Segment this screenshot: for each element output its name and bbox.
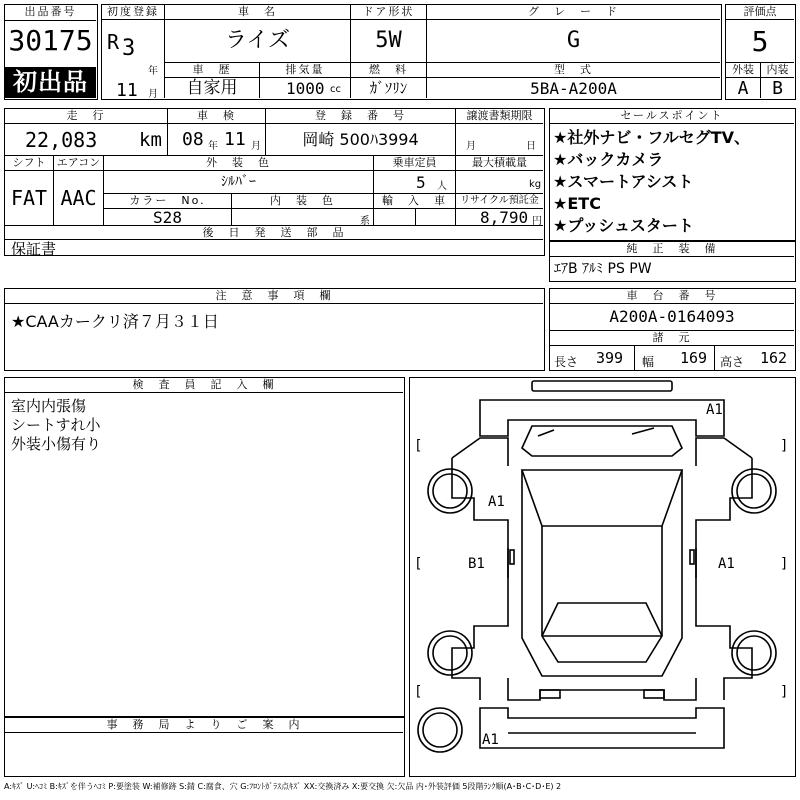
sales-points-label: セールスポイント bbox=[550, 109, 794, 124]
recycle-unit: 円 bbox=[532, 216, 542, 227]
transfer-day-unit: 日 bbox=[526, 141, 536, 152]
int-color-label: 内 装 色 bbox=[231, 193, 373, 208]
door-type: 5W bbox=[350, 20, 426, 62]
lot-number-box bbox=[4, 4, 98, 100]
mileage-cell bbox=[5, 124, 167, 155]
length: 399 bbox=[596, 349, 624, 367]
width-label: 幅 bbox=[642, 355, 655, 369]
mark-right-door: A1 bbox=[718, 556, 735, 572]
recycle-cell bbox=[455, 208, 543, 225]
inspection-label: 車 検 bbox=[167, 109, 265, 124]
dims-label: 諸 元 bbox=[550, 330, 794, 345]
exterior-grade: A bbox=[726, 77, 760, 98]
width: 169 bbox=[680, 349, 708, 367]
sales-point: ★ETC bbox=[553, 194, 601, 213]
ac-label: エアコン bbox=[53, 155, 103, 170]
left-door-handle bbox=[510, 550, 514, 564]
transfer-label: 譲渡書類期限 bbox=[455, 109, 543, 124]
mark-left-front: A1 bbox=[488, 494, 505, 510]
fuel: ｶﾞｿﾘﾝ bbox=[350, 77, 426, 98]
caution-box bbox=[4, 288, 545, 371]
inspector-label: 検 査 員 記 入 欄 bbox=[5, 378, 403, 393]
height: 162 bbox=[760, 349, 788, 367]
inspection-year-unit: 年 bbox=[208, 141, 218, 152]
capacity-cell bbox=[373, 170, 455, 193]
office-box bbox=[4, 717, 405, 777]
score-box bbox=[725, 4, 796, 100]
dims-sep bbox=[634, 346, 635, 370]
ext-color-label: 外 装 色 bbox=[103, 155, 373, 170]
fuel-label: 燃 料 bbox=[350, 62, 426, 77]
shift-label: シフト bbox=[5, 155, 53, 170]
capacity-unit: 人 bbox=[437, 181, 447, 192]
spare-wheel bbox=[418, 708, 462, 752]
bracket-ml: [ bbox=[414, 556, 423, 572]
damage-diagram-box bbox=[409, 377, 796, 777]
right-front-wheel bbox=[732, 631, 776, 675]
import-cell-a bbox=[373, 208, 415, 225]
rear-bumper bbox=[532, 381, 672, 391]
windshield bbox=[542, 603, 662, 662]
color-no-label: カラー No. bbox=[103, 193, 231, 208]
int-color-unit: 系 bbox=[360, 216, 370, 227]
info-table bbox=[4, 108, 545, 256]
exterior-label: 外装 bbox=[726, 62, 760, 77]
inspector-note: シートすれ小 bbox=[11, 416, 101, 434]
right-rear-wheel bbox=[732, 469, 776, 513]
int-color-cell bbox=[231, 208, 373, 225]
left-front-wheel bbox=[428, 631, 472, 675]
first-reg-label: 初度登録 bbox=[102, 5, 164, 20]
dims-row bbox=[550, 345, 794, 369]
genuine-equipment-label: 純 正 装 備 bbox=[550, 242, 794, 257]
score-label: 評価点 bbox=[726, 5, 794, 20]
history-label: 車 歴 bbox=[164, 62, 259, 77]
import-label: 輸 入 車 bbox=[373, 193, 455, 208]
mark-front-bumper: A1 bbox=[482, 732, 499, 748]
displacement: 1000 bbox=[286, 79, 325, 98]
left-fender bbox=[452, 438, 508, 466]
recycle: 8,790 bbox=[480, 208, 529, 227]
caution-label: 注 意 事 項 欄 bbox=[5, 289, 543, 304]
displacement-label: 排気量 bbox=[259, 62, 350, 77]
inspection-year: 08 bbox=[182, 129, 204, 150]
transfer-cell bbox=[455, 124, 543, 155]
mark-left-door: B1 bbox=[468, 556, 485, 572]
right-door-handle bbox=[690, 550, 694, 564]
left-headlight bbox=[540, 690, 560, 698]
left-rear-wheel bbox=[428, 469, 472, 513]
plate-label: 登 録 番 号 bbox=[265, 109, 455, 124]
rear-hatch bbox=[480, 400, 724, 436]
car-diagram bbox=[410, 378, 794, 775]
car-name: ライズ bbox=[164, 20, 350, 62]
interior-label: 内装 bbox=[760, 62, 794, 77]
chassis-label: 車 台 番 号 bbox=[550, 289, 794, 304]
month-unit: 月 bbox=[148, 89, 158, 100]
office-label: 事 務 局 よ り ご 案 内 bbox=[5, 718, 403, 733]
genuine-equipment: ｴｱB ｱﾙﾐ PS PW bbox=[554, 261, 652, 277]
import-cell-b bbox=[415, 208, 455, 225]
chassis-box bbox=[549, 288, 796, 371]
roof bbox=[522, 470, 682, 526]
inspection-month: 11 bbox=[224, 129, 246, 150]
displacement-unit: cc bbox=[330, 84, 341, 95]
displacement-cell bbox=[259, 77, 350, 98]
transfer-month-unit: 月 bbox=[466, 141, 476, 152]
sales-points-list bbox=[553, 127, 793, 237]
chassis-number: A200A-0164093 bbox=[609, 307, 735, 326]
max-load-cell bbox=[455, 170, 543, 193]
model-label: 型 式 bbox=[426, 62, 720, 77]
cabin bbox=[522, 470, 682, 676]
recycle-label: リサイクル預託金 bbox=[455, 193, 543, 208]
grade-label: グ レ ー ド bbox=[426, 5, 720, 20]
history: 自家用 bbox=[164, 77, 259, 98]
bracket-mr: ] bbox=[780, 556, 789, 572]
first-reg-month: 11 bbox=[116, 80, 138, 101]
length-label: 長さ bbox=[554, 355, 579, 369]
inspector-notes bbox=[11, 397, 101, 454]
capacity-label: 乗車定員 bbox=[373, 155, 455, 170]
inspector-note: 室内内張傷 bbox=[11, 397, 87, 415]
grade: G bbox=[426, 20, 720, 62]
score: 5 bbox=[751, 25, 769, 58]
height-label: 高さ bbox=[720, 355, 745, 369]
inspection-month-unit: 月 bbox=[251, 141, 261, 152]
mileage: 22,083 bbox=[25, 128, 98, 152]
right-side bbox=[696, 458, 752, 700]
inspector-note: 外装小傷有り bbox=[11, 435, 102, 453]
color-no: S28 bbox=[103, 208, 231, 225]
sales-point: ★社外ナビ・フルセグTV、 bbox=[553, 128, 751, 147]
capacity: 5 bbox=[416, 173, 426, 192]
max-load-label: 最大積載量 bbox=[455, 155, 543, 170]
model: 5BA-A200A bbox=[426, 77, 720, 98]
right-fender bbox=[696, 438, 752, 466]
lot-number: 30175 bbox=[8, 24, 93, 57]
mileage-label: 走 行 bbox=[5, 109, 167, 124]
later-parts-label: 後 日 発 送 部 品 bbox=[5, 225, 543, 239]
sales-point: ★スマートアシスト bbox=[553, 172, 694, 191]
bracket-rr: ] bbox=[780, 438, 789, 454]
main-header-box bbox=[101, 4, 722, 100]
plate: 岡崎 500ﾊ3994 bbox=[265, 124, 455, 155]
sales-points-box bbox=[549, 108, 796, 241]
car-name-label: 車 名 bbox=[164, 5, 350, 20]
sales-point: ★バックカメラ bbox=[553, 150, 664, 169]
right-headlight bbox=[644, 690, 664, 698]
shift: FAT bbox=[5, 170, 53, 225]
legend: A:ｷｽﾞ U:ﾍｺﾐ B:ｷｽﾞを伴うﾍｺﾐ P:要塗装 W:補修跡 S:錆 C:腐食、穴 G:ﾌﾛﾝﾄｶﾞﾗｽ点ｷｽﾞ XX:交換済み X:要交換 欠:欠品 内･外装評価 5段階ﾗﾝｸ順(A･B･C･D･E) 2 bbox=[4, 782, 562, 791]
front-bumper bbox=[480, 708, 724, 748]
genuine-equipment-box bbox=[549, 241, 796, 282]
ac: AAC bbox=[53, 170, 103, 225]
bracket-rl: [ bbox=[414, 438, 423, 454]
ext-color: ｼﾙﾊﾞｰ bbox=[103, 170, 373, 193]
caution-text: ★CAAカークリ済７月３１日 bbox=[11, 312, 219, 331]
first-reg-year: 3 bbox=[122, 36, 136, 61]
inspection-cell bbox=[167, 124, 265, 155]
mark-rear-roof: A1 bbox=[706, 402, 723, 418]
door-label: ドア形状 bbox=[350, 5, 426, 20]
lot-number-label: 出品番号 bbox=[5, 5, 96, 21]
era: R bbox=[107, 30, 120, 54]
interior-grade: B bbox=[760, 77, 794, 98]
hood bbox=[508, 678, 696, 700]
first-listing-badge: 初出品 bbox=[5, 67, 96, 98]
rear-window bbox=[522, 426, 682, 456]
bracket-fr: ] bbox=[780, 684, 789, 700]
max-load-unit: kg bbox=[529, 179, 542, 190]
sales-point: ★プッシュスタート bbox=[553, 216, 694, 235]
later-parts: 保証書 bbox=[5, 239, 543, 254]
bracket-fl: [ bbox=[414, 684, 423, 700]
mileage-unit: km bbox=[139, 129, 162, 151]
dims-sep bbox=[714, 346, 715, 370]
inspector-box bbox=[4, 377, 405, 717]
year-unit: 年 bbox=[148, 66, 158, 77]
